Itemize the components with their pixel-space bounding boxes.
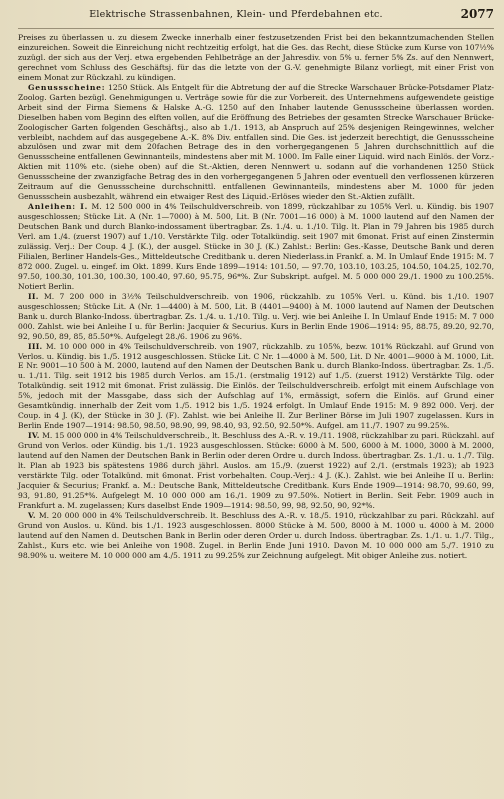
paragraph-text: M. 7 200 000 in 3½% Teilschuldverschreib. von 1906, rückzahlb. zu 105% Verl. u. Künd. bis 1./10. 1907 ausgeschlossen; Stücke Lit. A (Nr. 1—4400) à M. 500, Lit. B (4401—9400) à M. 1000 lautend auf Namen der Deutschen Bank u. durch Blanko-Indoss. übertragbar. Zs. 1./4. u. 1./10. Tilg. u. Verj. wie bei Anleihe I. In Umlauf Ende 1915: M. 7 000 000. Zahlst. wie bei Anleihe I u. für Berlin: Jacquier & Securius. Kurs in Berlin Ende 1906—1914: 95, 88.75, 89.20, 92.70, 92, 90.50, 89, 85, 85.50*%. Aufgelegt 28./6. 1906 zu 96%. bbox=[18, 291, 494, 341]
paragraph-text: Preises zu überlassen u. zu diesem Zwecke innerhalb einer festzusetzenden Frist bei den bekanntzumachenden Stellen einzureichen. Soweit die Einreichung nicht rechtzeitig erfolgt, hat die Ges. das Recht, diese Stücke zum Kurse von 107½% zuzügl. der sich aus der Verj. etwa ergebenden Fehlbeträge an der Jahresdiv. von 5% u. ferner 5% Zs. auf den Nennwert, gerechnet vom Schluss des Geschäftsj. für das die letzte von der G.-V. genehmigte Bilanz vorliegt, mit einer Frist von einem Monat zur Rückzahl. zu kündigen. bbox=[18, 33, 494, 82]
section-heading: V. bbox=[28, 510, 36, 520]
paragraph-text: 1250 Stück. Als Entgelt für die Abtretung der auf die Strecke Warschauer Brücke-Potsdamer Platz-Zoolog. Garten bezügl. Genehmigungen u. Verträge sowie für die zur Vorbereit. des Unternehmens aufgewendete geistige Arbeit sind der Firma Siemens & Halske A.-G. 1250 auf den Inhaber lautende Genussscheine überlassen worden. Dieselben haben vom Beginn des elften vollen, auf die Eröffnung des Betriebes der gesamten Strecke Warschauer Brücke-Zoologischer Garten folgenden Geschäftsj., also ab 1./1. 1913, ab Anspruch auf 25% desjenigen Reingewinnes, welcher verbleibt, nachdem auf das ausgegebene A.-K. 8% Div. entfallen sind. Die Ges. ist jederzeit berechtigt, die Genussscheine abzulösen und zwar mit dem 20fachen Betrage des in den vorhergegangenen 5 Jahren durchschnittlich auf die Genussscheine entfallenen Gewinnanteils, mindestens aber mit M. 1000. Im Falle einer Liquid. wird nach Einlös. der Vorz.-Aktien mit 110% etc. (siehe oben) auf die St.-Aktien, deren Nennwert u. sodann auf die vorhandenen 1250 Stück Genussscheine der zwanzigfache Betrag des in den vorhergegangenen 5 Jahren oder eventuell den verflossenen kürzeren Zeitraum auf die Genussscheine durchschnittl. entfallenen Gewinnanteils, mindestens aber M. 1000 für jeden Genussschein ausbezahlt, während ein etwaiger Rest des Liquid.-Erlöses wieder den St.-Aktien zufällt. bbox=[18, 82, 494, 202]
header-title: Elektrische Strassenbahnen, Klein- und Pferdebahnen etc. bbox=[89, 9, 383, 20]
section-heading: Genussscheine: bbox=[28, 82, 106, 92]
paragraph-anleihe-4 bbox=[18, 431, 494, 511]
page-number: 2077 bbox=[460, 7, 494, 21]
paragraph-preamble bbox=[18, 33, 494, 83]
paragraph-text: M. 10 000 000 in 4% Teilschuldverschreib. von 1907, rückzahlb. zu 105%, bezw. 101% Rückzahl. auf Grund von Verlos. u. Kündig. bis 1./5. 1912 ausgeschlossen. Stücke Lit. C Nr. 1—4000 à M. 500, Lit. D Nr. 4001—9000 à M. 1000, Lit. E Nr. 9001—10 500 à M. 2000, lautend auf den Namen der Deutschen Bank u. durch Blanko-Indoss. übertragbar. Zs. 1./5. u. 1./11. Tilg. seit 1912 bis 1985 durch Verlos. am 15./1. (erstmalig 1912) auf 1./5. (zuerst 1912) Verstärkte Tilg. oder Totalkündig. seit 1912 mit 6monat. Frist zulässig. Die Einlös. der Teilschuldverschreib. erfolgt mit einem Aufschlage von 5%, jedoch mit der Massgabe, dass sich der Aufschlag auf 1%, ermässigt, sofern die Einlös. auf Grund einer Gesamtkündig. innerhalb der Zeit vom 1./5. 1912 bis 1./5. 1924 erfolgt. In Umlauf Ende 1915: M. 9 892 000. Verj. der Coup. in 4 J. (K), der Stücke in 30 J. (F). Zahlst. wie bei Anleihe II. Zur Berliner Börse im Juli 1907 zugelassen. Kurs in Berlin Ende 1907—1914: 98.50, 98.50, 98.90, 99, 98.40, 93, 92.50, 92.50*%. Aufgel. am 11./7. 1907 zu 99.25%. bbox=[18, 341, 494, 431]
paragraph-text: M. 15 000 000 in 4% Teilschuldverschreib., lt. Beschluss des A.-R. v. 19./11. 1908, rückzahlbar zu pari. Rückzahl. auf Grund von Verlos. oder Kündig. bis 1./1. 1923 ausgeschlossen. Stücke: 6000 à M. 500, 6000 à M. 1000, 3000 à M. 2000, lautend auf den Namen der Deutschen Bank in Berlin oder deren Ordre u. durch Indoss. übertragbar. Zs. 1./1. u. 1./7. Tilg. lt. Plan ab 1923 bis spätestens 1986 durch jährl. Auslos. am 15./9. (zuerst 1922) auf 2./1. (erstmals 1923); ab 1923 verstärkte Tilg. oder Totalkünd. mit 6monat. Frist vorbehalten. Coup.-Verj.: 4 J. (K.). Zahlst. wie bei Anleihe II u. Berlin: Jacquier & Securius; Frankf. a. M.: Deutsche Bank, Mitteldeutsche Creditbank. Kurs Ende 1909—1914: 98.70, 99.60, 99, 93, 91.80, 91.25*%. Aufgelegt M. 10 000 000 am 16./1. 1909 zu 97.50%. Notiert in Berlin. Seit Febr. 1909 auch in Frankfurt a. M. zugelassen; Kurs daselbst Ende 1909—1914: 98.50, 99, 98, 92.50, 90, 92*%. bbox=[18, 431, 494, 510]
document-body bbox=[18, 33, 494, 561]
running-header bbox=[18, 6, 494, 29]
paragraph-anleihe-3 bbox=[18, 342, 494, 432]
section-heading: Anleihen: I. bbox=[28, 202, 89, 212]
paragraph-anleihe-1 bbox=[18, 202, 494, 292]
paragraph-genussscheine bbox=[18, 83, 494, 202]
paragraph-text: M. 12 500 000 in 4% Teilschuldverschreib. von 1899, rückzahlbar zu 105% Verl. u. Kündig. bis 1907 ausgeschlossen; Stücke Lit. A (Nr. 1—7000) à M. 500, Lit. B (Nr. 7001—16 000) à M. 1000 lautend auf den Namen der Deutschen Bank und durch Blanko-indossament übertragbar. Zs. 1./4. u. 1./10. Tilg. lt. Plan in 79 Jahren bis 1985 durch Verl. am 1./4. (zuerst 1907) auf 1./10. Verstärkte Tilg. oder Totalkündig. seit 1907 mit 6monat. Frist auf einen Zinstermin zulässig. Verj.: Der Coup. 4 J. (K.), der ausgel. Stücke in 30 J. (K.) Zahlst.: Berlin: Ges.-Kasse, Deutsche Bank und deren Filialen, Berliner Handels-Ges., Mitteldeutsche Creditbank u. deren Niederlass.in Frankf. a. M. In Umlauf Ende 1915: M. 7 872 000. Zugel. u. eingef. im Okt. 1899. Kurs Ende 1899—1914: 101.50, — 97.70, 103.10, 103.25, 104.50, 104.25, 102.70, 97.50, 100.30, 101.30, 100.30, 100.40, 97.60, 95.75, 96*%. Zur Subskript. aufgel. M. 5 000 000 29./1. 1900 zu 100.25%. Notiert Berlin. bbox=[18, 202, 494, 291]
section-heading: III. bbox=[28, 341, 43, 351]
paragraph-anleihe-2 bbox=[18, 292, 494, 342]
paragraph-text: M. 20 000 000 in 4% Teilschuldverschreib. lt. Beschluss des A.-R. v. 18./5. 1910, rückzahlbar zu pari. Rückzahl. auf Grund von Auslos. u. Künd. bis 1./1. 1923 ausgeschlossen. 8000 Stücke à M. 500, 8000 à M. 1000 u. 4000 à M. 2000 lautend auf den Namen d. Deutschen Bank in Berlin oder deren Order u. durch Indoss. übertragbar. Zs. 1./1. u. 1./7. Tilg., Zahlst., Kurs etc. wie bei Anleihe von 1908. Zugel. in Berlin Ende Juni 1910. Davon M. 10 000 000 am 5./7. 1910 zu 98.90% u. weitere M. 10 000 000 am 4./5. 1911 zu 99.25% zur Zeichnung aufgelegt. Mit obiger Anleihe zus. notiert. bbox=[18, 510, 494, 560]
section-heading: IV. bbox=[28, 431, 40, 441]
paragraph-anleihe-5 bbox=[18, 511, 494, 561]
section-heading: II. bbox=[28, 291, 39, 301]
